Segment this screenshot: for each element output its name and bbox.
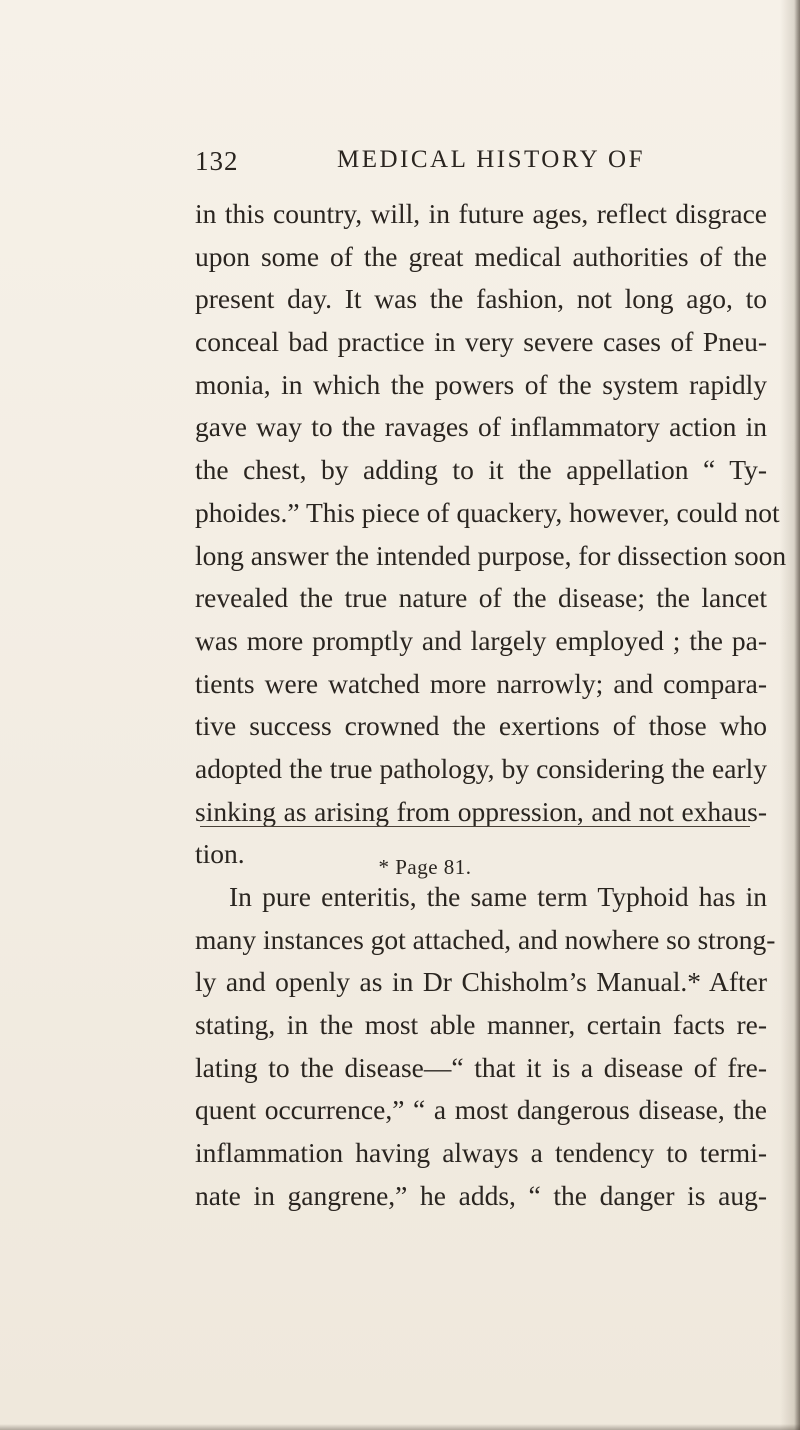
text-line: gave way to the ravages of inflammatory action in [195, 411, 767, 443]
running-title: MEDICAL HISTORY OF [337, 146, 645, 173]
page-edge-shadow [794, 0, 800, 1430]
text-line: sinking as arising from oppression, and not exhaus- [195, 795, 767, 827]
text-line: phoides.” This piece of quackery, however, could not [195, 496, 780, 528]
text-line: tive success crowned the exertions of those who [195, 710, 767, 742]
text-line: present day. It was the fashion, not long ago, to [195, 283, 767, 315]
text-line: was more promptly and largely employed ; the pa- [195, 624, 767, 656]
text-line: inflammation having always a tendency to termi- [195, 1137, 767, 1169]
text-line: lating to the disease—“ that it is a disease of fre- [195, 1051, 767, 1083]
text-line: tion. [195, 838, 245, 870]
text-line: stating, in the most able manner, certain facts re- [195, 1009, 767, 1041]
text-line: monia, in which the powers of the system rapidly [195, 368, 767, 400]
page-bottom-shadow [0, 1424, 800, 1430]
running-head [195, 146, 725, 186]
text-line: long answer the intended purpose, for dissection soon [195, 539, 787, 571]
text-line: in this country, will, in future ages, reflect disgrace [195, 198, 767, 229]
text-line: nate in gangrene,” he adds, “ the danger is aug- [195, 1179, 767, 1211]
footnote [0, 855, 800, 880]
page-number: 132 [195, 146, 239, 176]
text-line: many instances got attached, and nowhere so strong- [195, 923, 776, 955]
text-line: the chest, by adding to it the appellation “ Ty- [195, 454, 767, 486]
text-line: ly and openly as in Dr Chisholm’s Manual.* After [195, 966, 767, 998]
footnote-text: * Page 81. [378, 855, 472, 879]
footnote-rule [200, 826, 750, 827]
text-line: conceal bad practice in very severe cases of Pneu- [195, 326, 767, 358]
body-text [195, 193, 787, 1218]
text-line: In pure enteritis, the same term Typhoid has in [229, 881, 767, 912]
text-line: adopted the true pathology, by considering the early [195, 752, 767, 784]
text-line: tients were watched more narrowly; and compara- [195, 667, 767, 699]
text-line: revealed the true nature of the disease; the lancet [195, 582, 767, 614]
text-line: upon some of the great medical authorities of the [195, 240, 767, 272]
text-line: quent occurrence,” “ a most dangerous disease, the [195, 1094, 767, 1126]
